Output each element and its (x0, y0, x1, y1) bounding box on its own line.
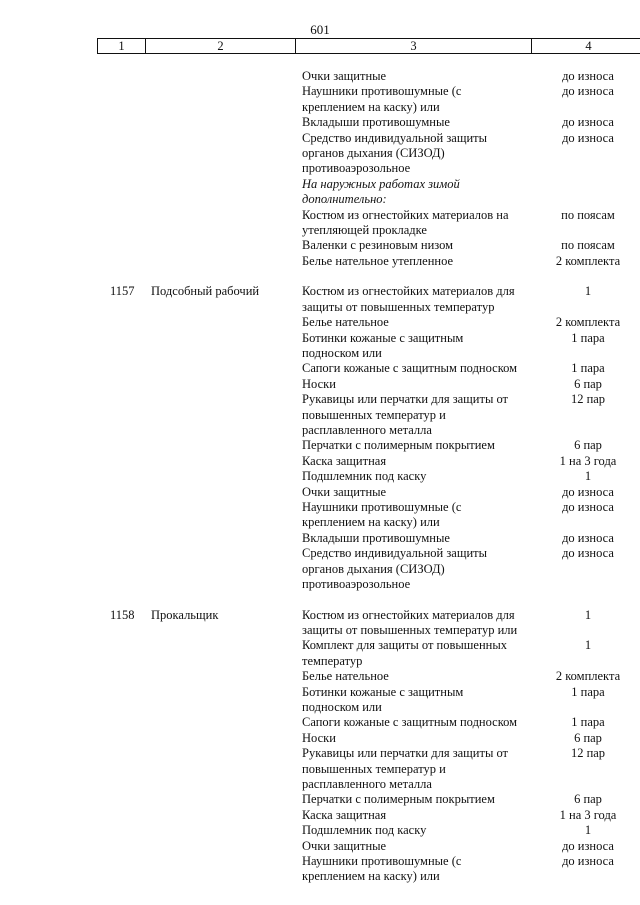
issue-norm: до износа (562, 499, 614, 514)
ppe-item: Комплект для защиты от повышенных (302, 638, 507, 653)
ppe-item: Очки защитные (302, 484, 387, 499)
table-row (0, 161, 640, 176)
ppe-item: Сапоги кожаные с защитным подноском (302, 715, 518, 730)
issue-norm: 12 пар (570, 392, 606, 407)
issue-norm: 1 (584, 469, 592, 484)
table-row (0, 777, 640, 792)
profession-name: Прокальщик (151, 607, 219, 622)
ppe-item: утепляющей прокладке (302, 222, 427, 237)
table-row (0, 331, 640, 346)
table-row (0, 485, 640, 500)
ppe-item: Белье нательное (302, 669, 389, 684)
table-row (0, 392, 640, 407)
issue-norm: 1 пара (571, 361, 605, 376)
issue-norm: до износа (562, 69, 614, 83)
table-row (0, 700, 640, 715)
ppe-item: противоаэрозольное (302, 161, 411, 176)
issue-norm: 1 пара (571, 330, 605, 345)
table-body (0, 69, 640, 885)
ppe-item: креплением на каску) или (302, 869, 440, 884)
issue-norm: 6 пар (574, 730, 602, 745)
ppe-item: Валенки с резиновым низом (302, 238, 454, 253)
table-row (0, 192, 640, 207)
ppe-item: Перчатки с полимерным покрытием (302, 438, 495, 453)
table-row (0, 531, 640, 546)
ppe-item: органов дыхания (СИЗОД) (302, 561, 445, 576)
table-row (0, 577, 640, 592)
issue-norm: 1 (584, 638, 592, 653)
table-row (0, 762, 640, 777)
item-number: 1158 (110, 607, 135, 622)
table-row (0, 669, 640, 684)
issue-norm: 2 комплекта (555, 253, 621, 268)
issue-norm: до износа (562, 130, 614, 145)
table-row (0, 869, 640, 884)
table-row (0, 315, 640, 330)
ppe-item: Подшлемник под каску (302, 823, 427, 838)
issue-norm: 1 на 3 года (559, 453, 617, 468)
table-row (0, 715, 640, 730)
table-row (0, 823, 640, 838)
issue-norm: 1 (584, 823, 592, 838)
ppe-item: защиты от повышенных температур (302, 299, 495, 314)
issue-norm: 1 (584, 284, 592, 299)
table-row (0, 592, 640, 607)
ppe-item: Перчатки с полимерным покрытием (302, 792, 495, 807)
ppe-item: Очки защитные (302, 838, 387, 853)
ppe-item: Наушники противошумные (с (302, 499, 462, 514)
column-header-1: 1 (98, 39, 146, 54)
ppe-item: Наушники противошумные (с (302, 84, 462, 99)
table-row (0, 377, 640, 392)
ppe-item: расплавленного металла (302, 776, 432, 791)
issue-norm: 1 пара (571, 715, 605, 730)
ppe-item: Ботинки кожаные с защитным (302, 684, 464, 699)
table-row (0, 146, 640, 161)
table-row (0, 361, 640, 376)
profession-name: Подсобный рабочий (151, 284, 260, 299)
table-row (0, 654, 640, 669)
issue-norm: 2 комплекта (555, 669, 621, 684)
ppe-item: подноском или (302, 346, 382, 361)
table-row (0, 254, 640, 269)
table-row (0, 69, 640, 84)
table-row (0, 454, 640, 469)
table-row (0, 223, 640, 238)
table-row (0, 515, 640, 530)
ppe-item: расплавленного металла (302, 422, 432, 437)
table-row (0, 808, 640, 823)
issue-norm: до износа (562, 853, 614, 868)
ppe-item: Костюм из огнестойких материалов для (302, 607, 515, 622)
issue-norm: до износа (562, 84, 614, 99)
table-row (0, 84, 640, 99)
ppe-item: Средство индивидуальной защиты (302, 130, 488, 145)
table-row (0, 115, 640, 130)
ppe-item: Костюм из огнестойких материалов на (302, 207, 509, 222)
issue-norm: 6 пар (574, 438, 602, 453)
ppe-item: повышенных температур и (302, 761, 446, 776)
page-number: 601 (310, 22, 330, 37)
item-number: 1157 (110, 284, 135, 299)
issue-norm: 2 комплекта (555, 315, 621, 330)
issue-norm: до износа (562, 838, 614, 853)
column-header-4: 4 (532, 39, 640, 54)
ppe-item: Белье нательное (302, 315, 389, 330)
table-row (0, 608, 640, 623)
issue-norm: 1 на 3 года (559, 807, 617, 822)
table-row (0, 500, 640, 515)
issue-norm: по поясам (561, 207, 615, 222)
table-row (0, 100, 640, 115)
ppe-item: Рукавицы или перчатки для защиты от (302, 746, 509, 761)
ppe-item: креплением на каску) или (302, 515, 440, 530)
column-header-3: 3 (296, 39, 532, 54)
table-row (0, 208, 640, 223)
ppe-item: Средство индивидуальной защиты (302, 546, 488, 561)
ppe-item: На наружных работах зимой (302, 176, 460, 191)
ppe-item: Вкладыши противошумные (302, 115, 450, 130)
ppe-item: креплением на каску) или (302, 99, 440, 114)
table-row (0, 300, 640, 315)
ppe-item: Рукавицы или перчатки для защиты от (302, 392, 509, 407)
column-header-row (98, 39, 640, 54)
issue-norm: 12 пар (570, 746, 606, 761)
table-row (0, 284, 640, 299)
table-row (0, 177, 640, 192)
ppe-item: Каска защитная (302, 453, 387, 468)
table-row (0, 346, 640, 361)
issue-norm: 1 (584, 607, 592, 622)
ppe-item: Ботинки кожаные с защитным (302, 330, 464, 345)
table-row (0, 238, 640, 253)
ppe-item: температур (302, 653, 363, 668)
table-row (0, 638, 640, 653)
table-row (0, 839, 640, 854)
ppe-item: Костюм из огнестойких материалов для (302, 284, 515, 299)
issue-norm: до износа (562, 484, 614, 499)
table-row (0, 469, 640, 484)
table-row (0, 685, 640, 700)
table-row (0, 131, 640, 146)
column-header-table (97, 38, 640, 54)
table-row (0, 562, 640, 577)
table-row (0, 854, 640, 869)
issue-norm: по поясам (561, 238, 615, 253)
issue-norm: 1 пара (571, 684, 605, 699)
issue-norm: до износа (562, 530, 614, 545)
ppe-item: Вкладыши противошумные (302, 530, 450, 545)
ppe-item: Наушники противошумные (с (302, 853, 462, 868)
table-row (0, 269, 640, 284)
ppe-item: органов дыхания (СИЗОД) (302, 145, 445, 160)
table-row (0, 408, 640, 423)
ppe-item: защиты от повышенных температур или (302, 623, 518, 638)
ppe-item: Носки (302, 376, 336, 391)
issue-norm: до износа (562, 546, 614, 561)
table-row (0, 438, 640, 453)
table-row (0, 546, 640, 561)
ppe-item: дополнительно: (302, 192, 387, 207)
ppe-item: Подшлемник под каску (302, 469, 427, 484)
column-header-2: 2 (146, 39, 296, 54)
ppe-item: Носки (302, 730, 336, 745)
table-row (0, 623, 640, 638)
ppe-item: Белье нательное утепленное (302, 253, 454, 268)
ppe-item: Сапоги кожаные с защитным подноском (302, 361, 518, 376)
ppe-item: подноском или (302, 700, 382, 715)
table-row (0, 746, 640, 761)
issue-norm: до износа (562, 115, 614, 130)
table-row (0, 792, 640, 807)
issue-norm: 6 пар (574, 376, 602, 391)
table-row (0, 423, 640, 438)
ppe-item: противоаэрозольное (302, 576, 411, 591)
ppe-item: Каска защитная (302, 807, 387, 822)
ppe-item: повышенных температур и (302, 407, 446, 422)
ppe-item: Очки защитные (302, 69, 387, 83)
table-row (0, 731, 640, 746)
issue-norm: 6 пар (574, 792, 602, 807)
